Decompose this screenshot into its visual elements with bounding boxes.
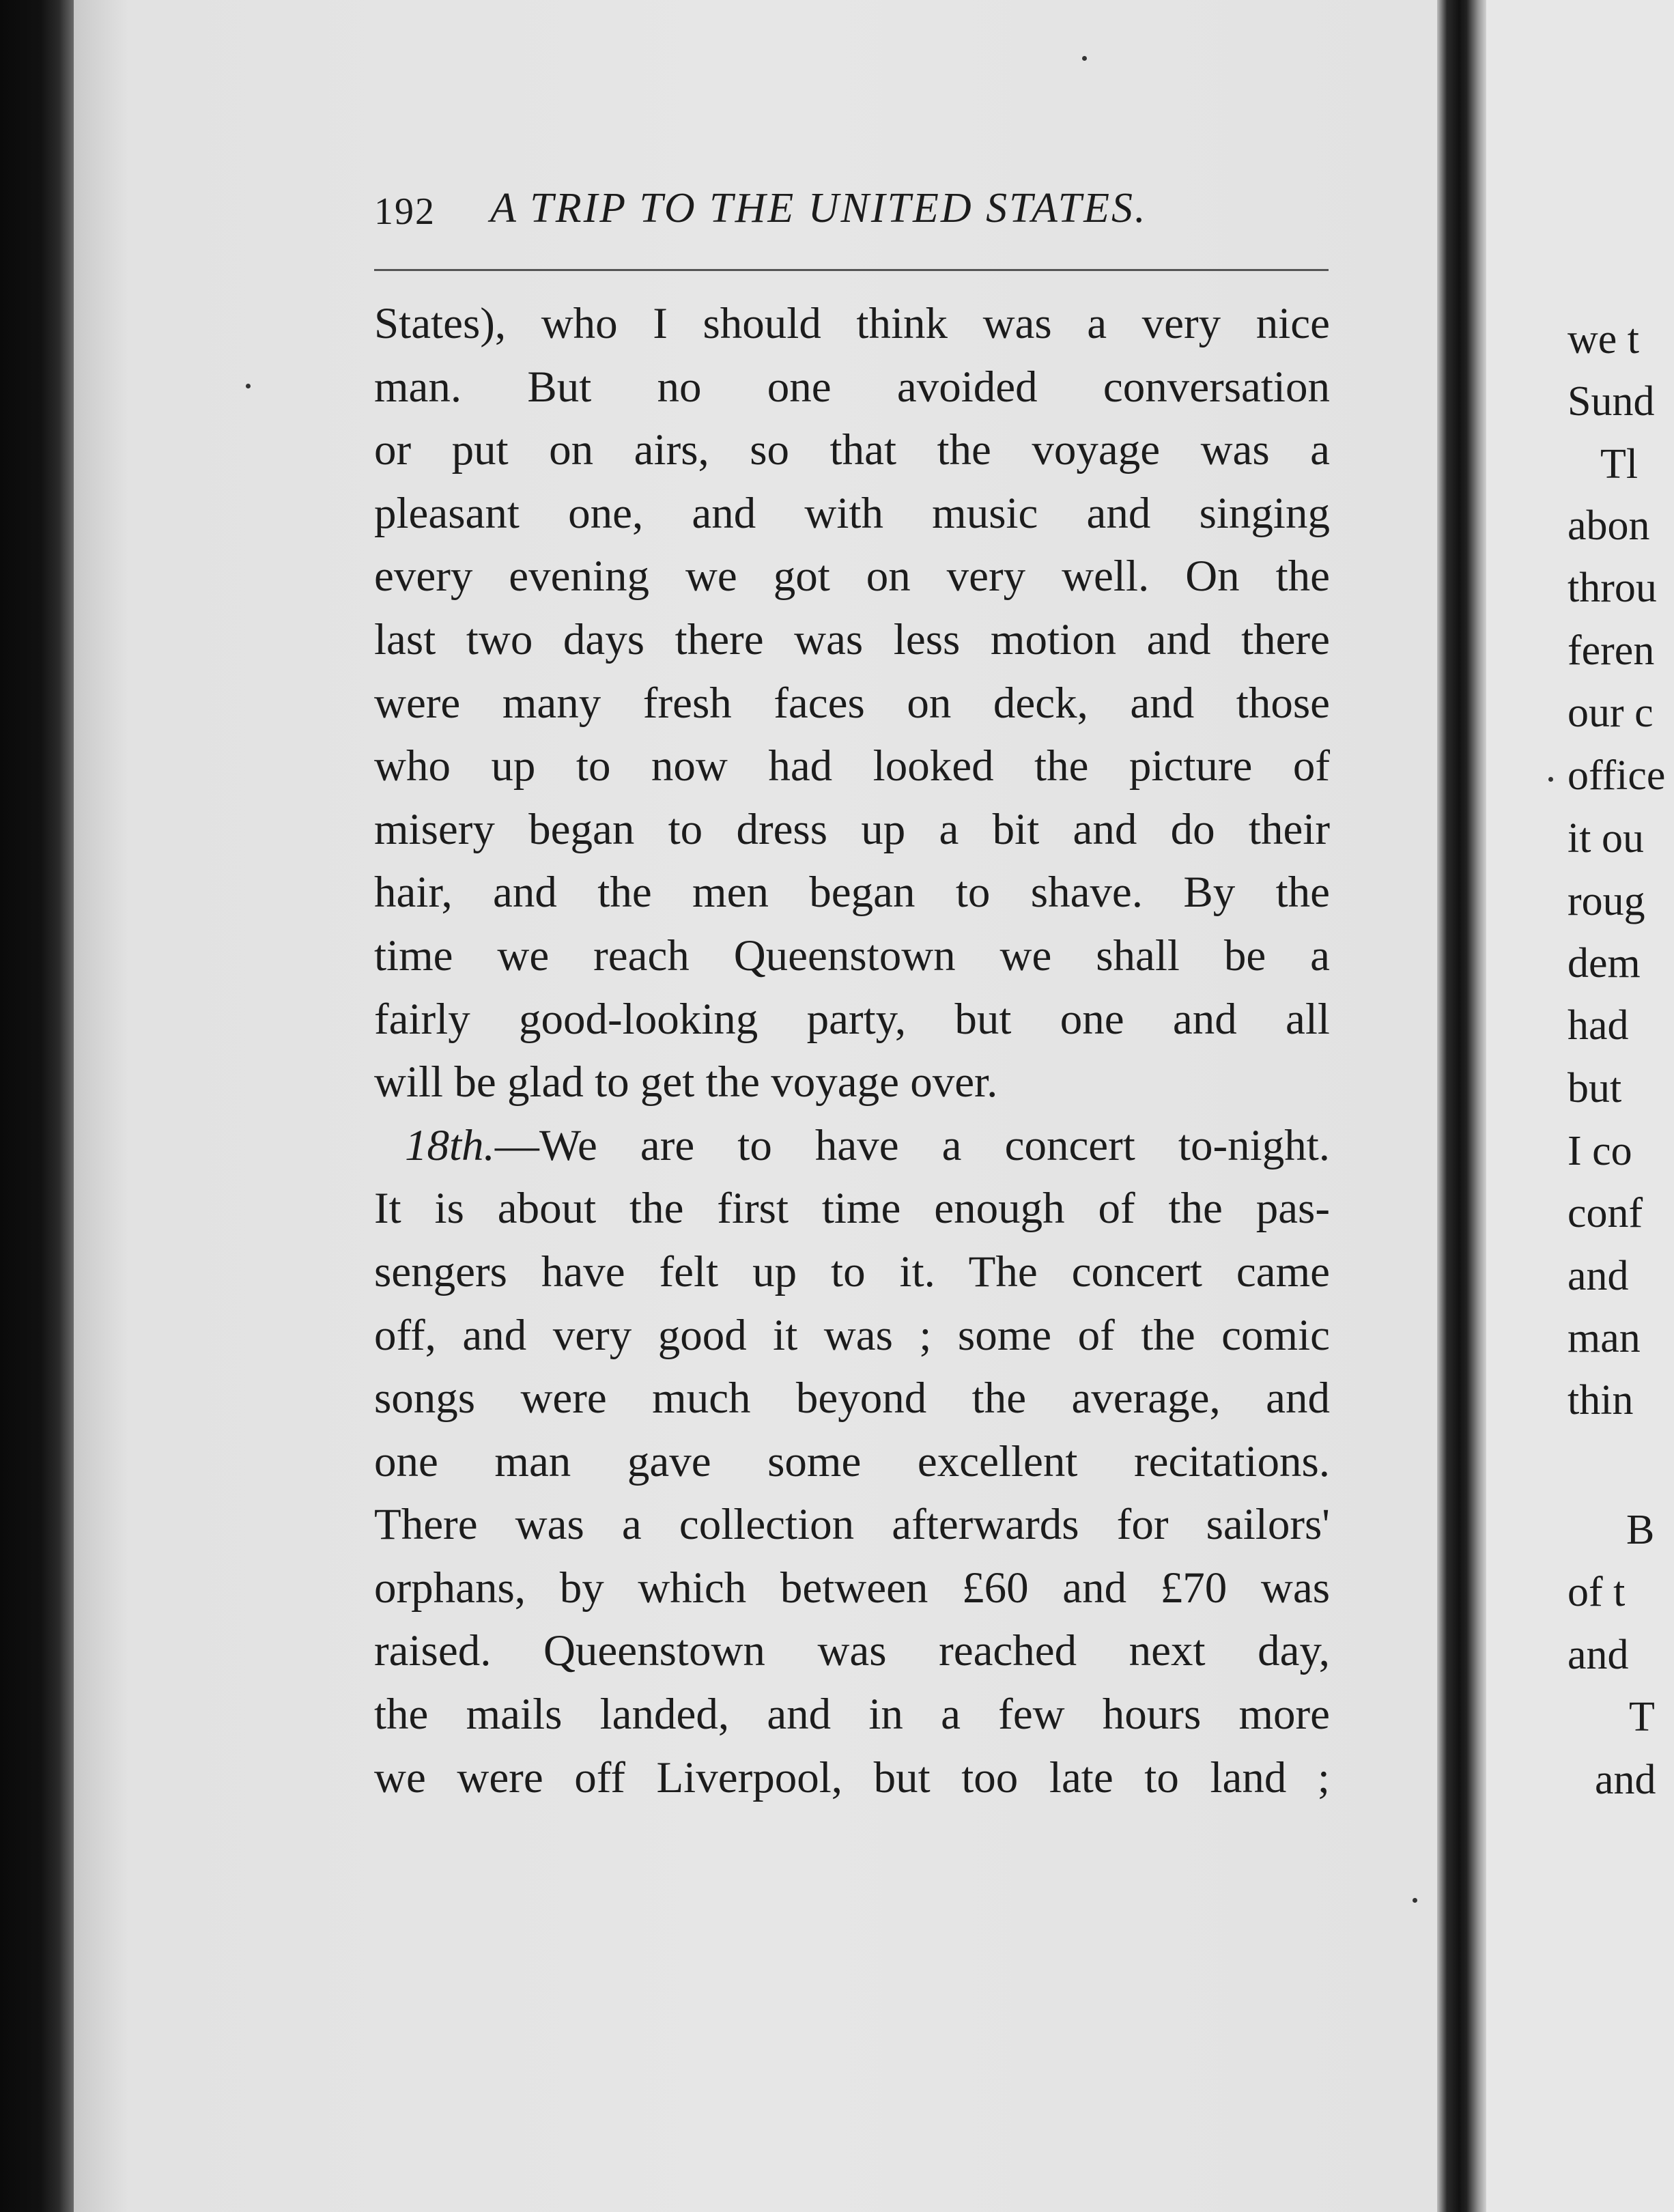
text-line: man. But no one avoided conversation bbox=[374, 362, 1330, 412]
text-line: who up to now had looked the picture of bbox=[374, 741, 1330, 791]
text-line: There was a collection afterwards for sailors' bbox=[374, 1500, 1330, 1550]
date-marker: 18th. bbox=[405, 1120, 495, 1170]
text-line: raised. Queenstown was reached next day, bbox=[374, 1626, 1330, 1676]
right-text-line: had bbox=[1567, 1002, 1629, 1049]
page-gutter bbox=[1437, 0, 1486, 2212]
text-line: fairly good-looking party, but one and all bbox=[374, 994, 1330, 1044]
date-line-text: —We are to have a concert to-night. bbox=[494, 1120, 1330, 1170]
right-text-line: office bbox=[1567, 752, 1666, 799]
right-text-line: Tl bbox=[1600, 441, 1638, 487]
header-rule bbox=[374, 269, 1329, 271]
text-line: orphans, by which between £60 and £70 was bbox=[374, 1563, 1330, 1613]
right-text-line: throu bbox=[1567, 565, 1657, 611]
right-text-line: of t bbox=[1567, 1569, 1626, 1615]
text-line: were many fresh faces on deck, and those bbox=[374, 678, 1330, 728]
text-line: one man gave some excellent recitations. bbox=[374, 1436, 1330, 1486]
right-text-line: it ou bbox=[1567, 815, 1644, 862]
text-line: every evening we got on very well. On the bbox=[374, 552, 1330, 601]
right-text-line: and bbox=[1595, 1757, 1656, 1803]
text-line: we were off Liverpool, but too late to land ; bbox=[374, 1753, 1330, 1802]
right-text-line: T bbox=[1629, 1694, 1655, 1740]
right-text-line: we t bbox=[1567, 316, 1640, 363]
page-number: 192 bbox=[374, 190, 436, 233]
text-line: sengers have felt up to it. The concert came bbox=[374, 1247, 1330, 1296]
date-line bbox=[374, 1114, 1330, 1178]
text-line: States), who I should think was a very nice bbox=[374, 299, 1330, 348]
right-text-line: Sund bbox=[1567, 378, 1655, 425]
right-text-line: B bbox=[1626, 1507, 1655, 1553]
text-line: or put on airs, so that the voyage was a bbox=[374, 425, 1330, 475]
text-line: the mails landed, and in a few hours more bbox=[374, 1690, 1330, 1740]
right-page bbox=[1486, 0, 1674, 2212]
text-line: time we reach Queenstown we shall be a bbox=[374, 931, 1330, 980]
right-text-line: conf bbox=[1567, 1190, 1643, 1236]
right-text-line: but bbox=[1567, 1065, 1622, 1111]
right-text-line: roug bbox=[1567, 878, 1645, 924]
text-line: hair, and the men began to shave. By the bbox=[374, 868, 1330, 918]
body-text bbox=[374, 292, 1330, 1809]
right-text-line: I co bbox=[1567, 1128, 1632, 1174]
paper-speck bbox=[1548, 777, 1553, 782]
paper-speck bbox=[1082, 56, 1087, 61]
text-line: pleasant one, and with music and singing bbox=[374, 488, 1330, 538]
text-line: It is about the first time enough of the pas- bbox=[374, 1184, 1330, 1234]
paper-speck bbox=[246, 384, 251, 388]
right-text-line: abon bbox=[1567, 502, 1650, 549]
right-text-line: and bbox=[1567, 1253, 1629, 1299]
running-head: A TRIP TO THE UNITED STATES. bbox=[490, 185, 1148, 231]
right-text-line: thin bbox=[1567, 1377, 1634, 1423]
right-text-line: dem bbox=[1567, 940, 1641, 987]
text-line: misery began to dress up a bit and do their bbox=[374, 804, 1330, 854]
text-line: songs were much beyond the average, and bbox=[374, 1374, 1330, 1423]
text-line: will be glad to get the voyage over. bbox=[374, 1058, 998, 1107]
right-text-line: and bbox=[1567, 1632, 1629, 1678]
right-text-line: man bbox=[1567, 1315, 1641, 1361]
paper-speck bbox=[1413, 1898, 1417, 1903]
page-header bbox=[374, 184, 1330, 246]
book-binding bbox=[0, 0, 74, 2212]
text-line: off, and very good it was ; some of the comic bbox=[374, 1310, 1330, 1360]
right-text-line: our c bbox=[1567, 690, 1654, 736]
right-text-line: feren bbox=[1567, 627, 1655, 674]
text-line: last two days there was less motion and there bbox=[374, 614, 1330, 664]
